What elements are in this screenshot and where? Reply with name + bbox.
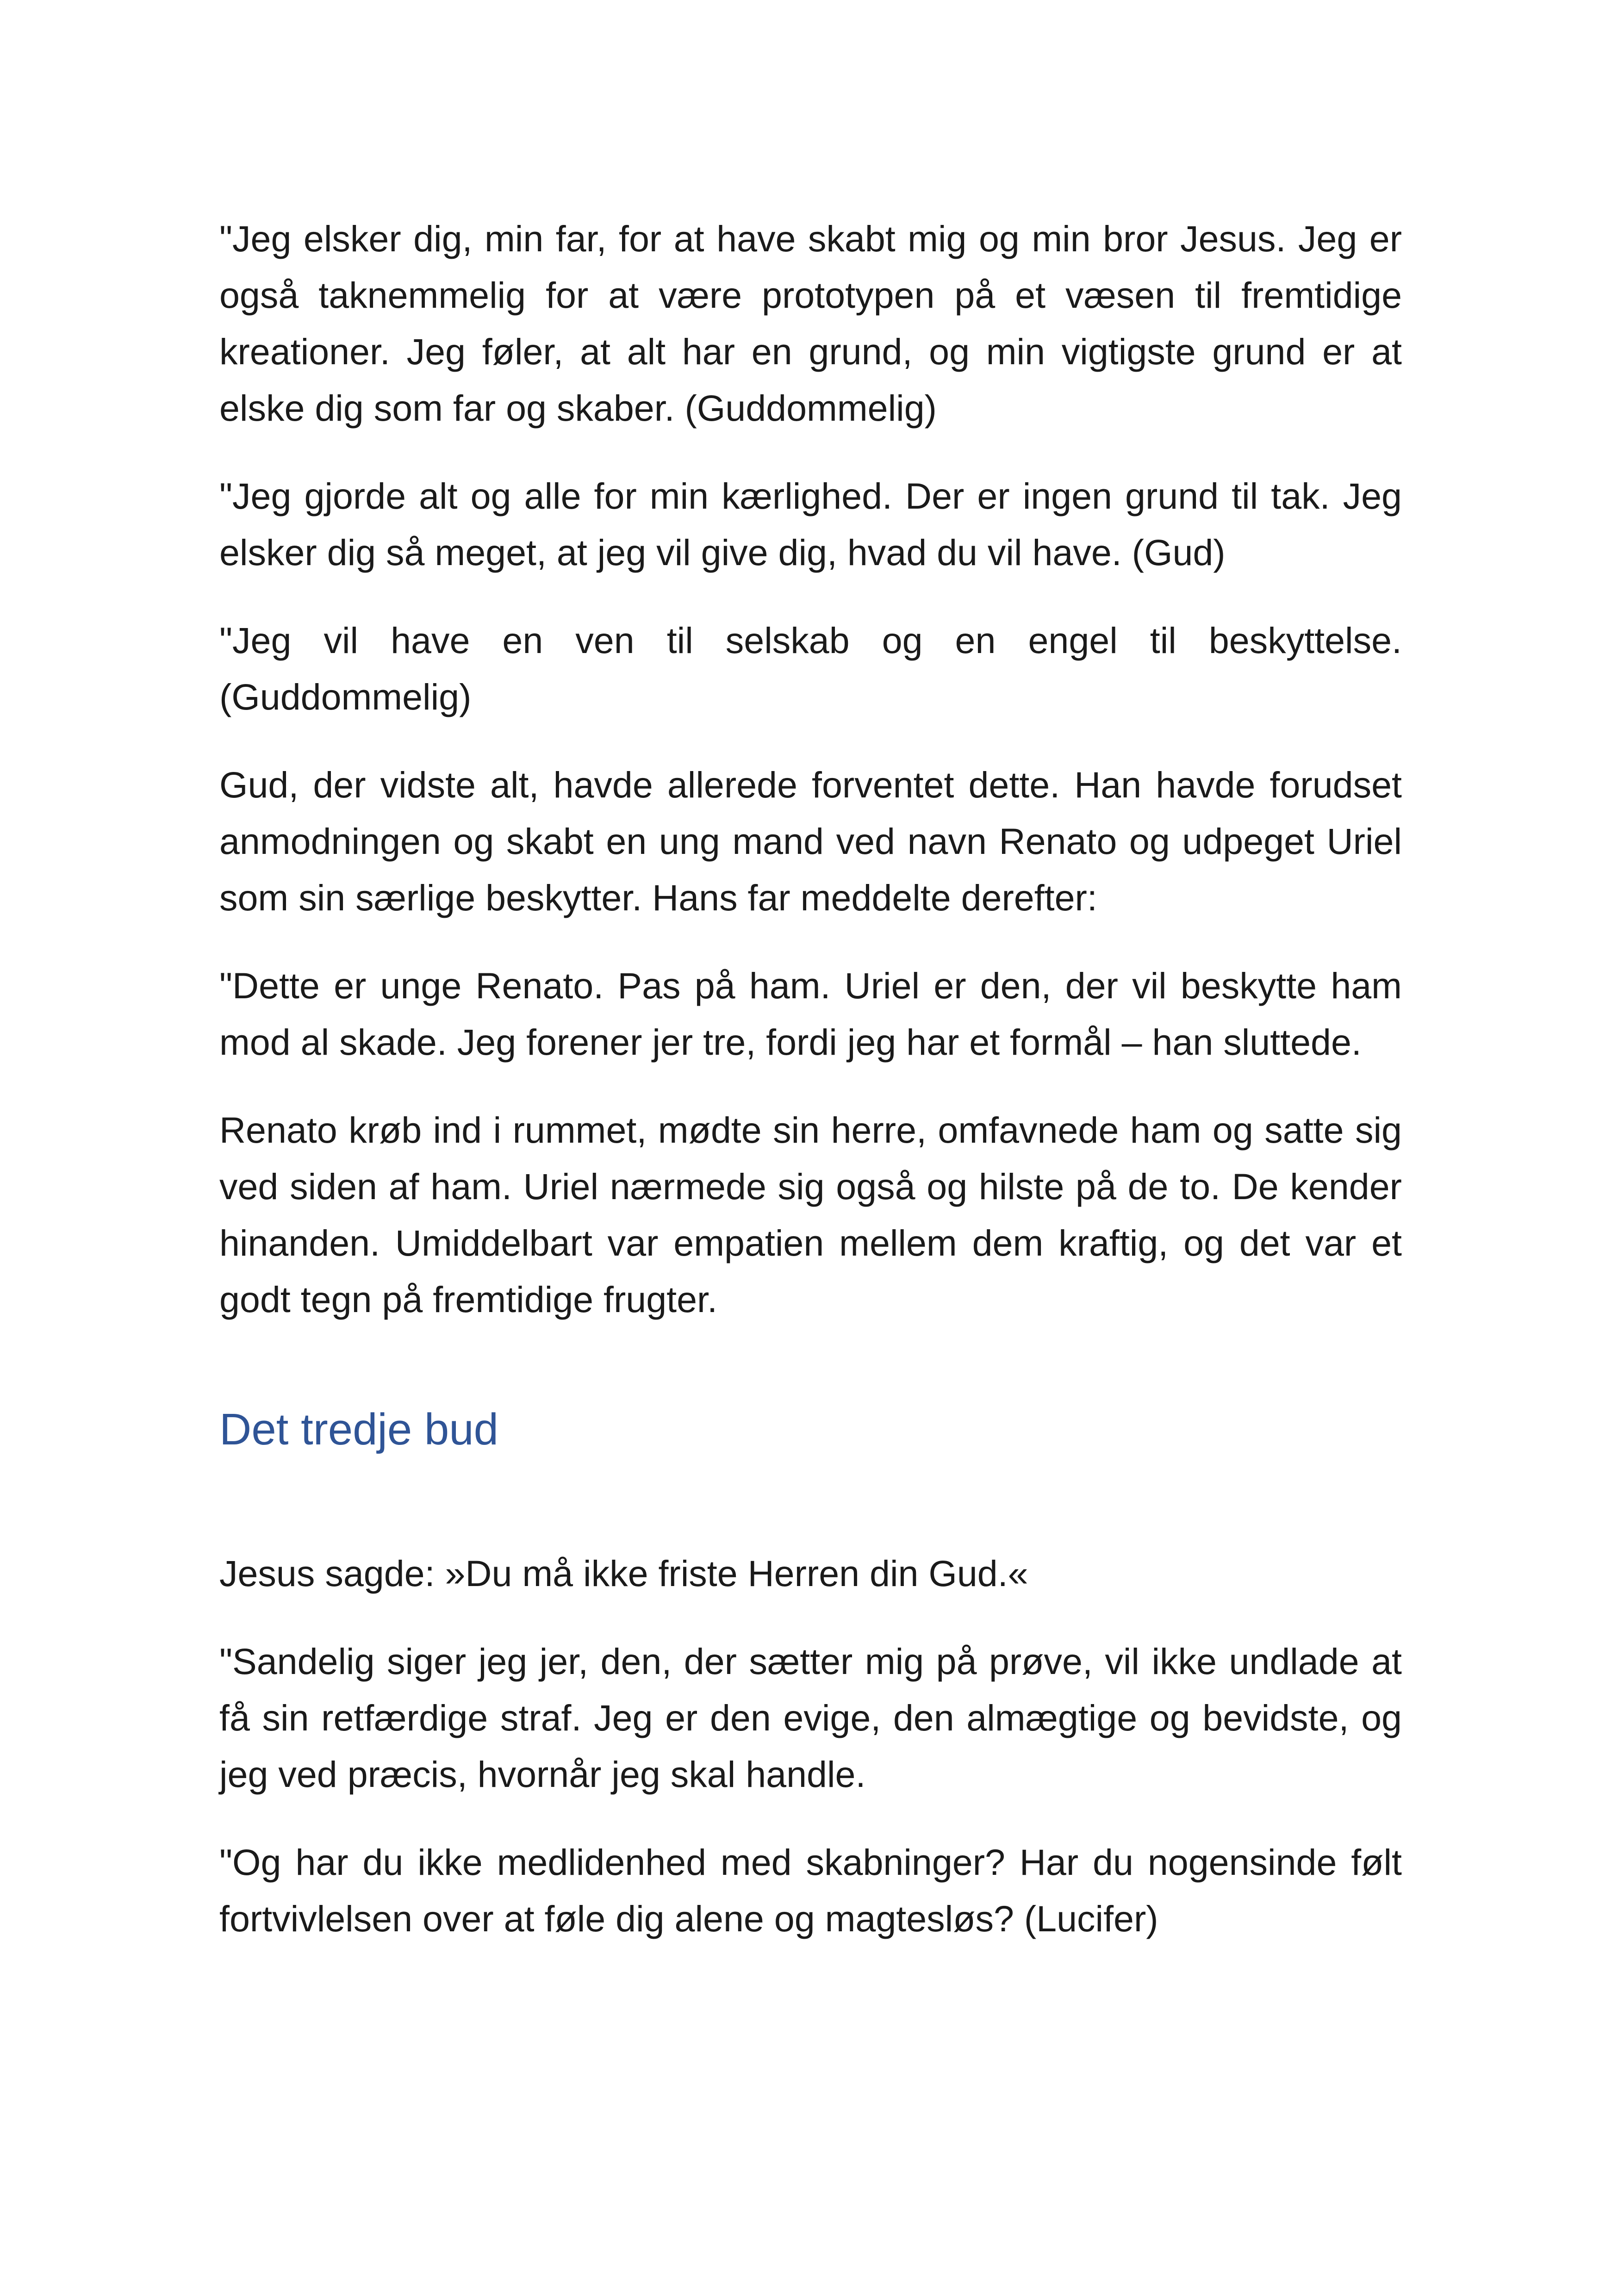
paragraph: Jesus sagde: »Du må ikke friste Herren din Gud.« <box>219 1553 1028 1594</box>
document-body <box>219 211 1402 1979</box>
section-heading: Det tredje bud <box>219 1405 499 1454</box>
paragraph: Gud, der vidste alt, havde allerede forventet dette. Han havde forudset anmodningen og skabt en ung mand ved navn Renato og udpeget Uriel som sin særlige beskytter. Hans far meddelte derefter: <box>219 764 1402 918</box>
paragraph: "Og har du ikke medlidenhed med skabninger? Har du nogensinde følt fortvivlelsen over at føle dig alene og magtesløs? (Lucifer) <box>219 1842 1402 1939</box>
paragraph: "Jeg elsker dig, min far, for at have skabt mig og min bror Jesus. Jeg er også taknemmelig for at være prototypen på et væsen til fremtidige kreationer. Jeg føler, at alt har en grund, og min vigtigste grund er at elske dig som far og skaber. (Guddommelig) <box>219 218 1402 429</box>
paragraph: "Sandelig siger jeg jer, den, der sætter mig på prøve, vil ikke undlade at få sin retfærdige straf. Jeg er den evige, den almægtige og bevidste, og jeg ved præcis, hvornår jeg skal handle. <box>219 1641 1402 1795</box>
paragraph: Renato krøb ind i rummet, mødte sin herre, omfavnede ham og satte sig ved siden af ham. Uriel nærmede sig også og hilste på de to. De kender hinanden. Umiddelbart var empatien mellem dem kraftig, og det var et godt tegn på fremtidige frugter. <box>219 1109 1402 1320</box>
paragraph: "Dette er unge Renato. Pas på ham. Uriel er den, der vil beskytte ham mod al skade. Jeg forener jer tre, fordi jeg har et formål – han sluttede. <box>219 965 1402 1063</box>
paragraph: "Jeg gjorde alt og alle for min kærlighed. Der er ingen grund til tak. Jeg elsker dig så meget, at jeg vil give dig, hvad du vil have. (Gud) <box>219 475 1402 573</box>
paragraph: "Jeg vil have en ven til selskab og en engel til beskyttelse. (Guddommelig) <box>219 620 1402 717</box>
